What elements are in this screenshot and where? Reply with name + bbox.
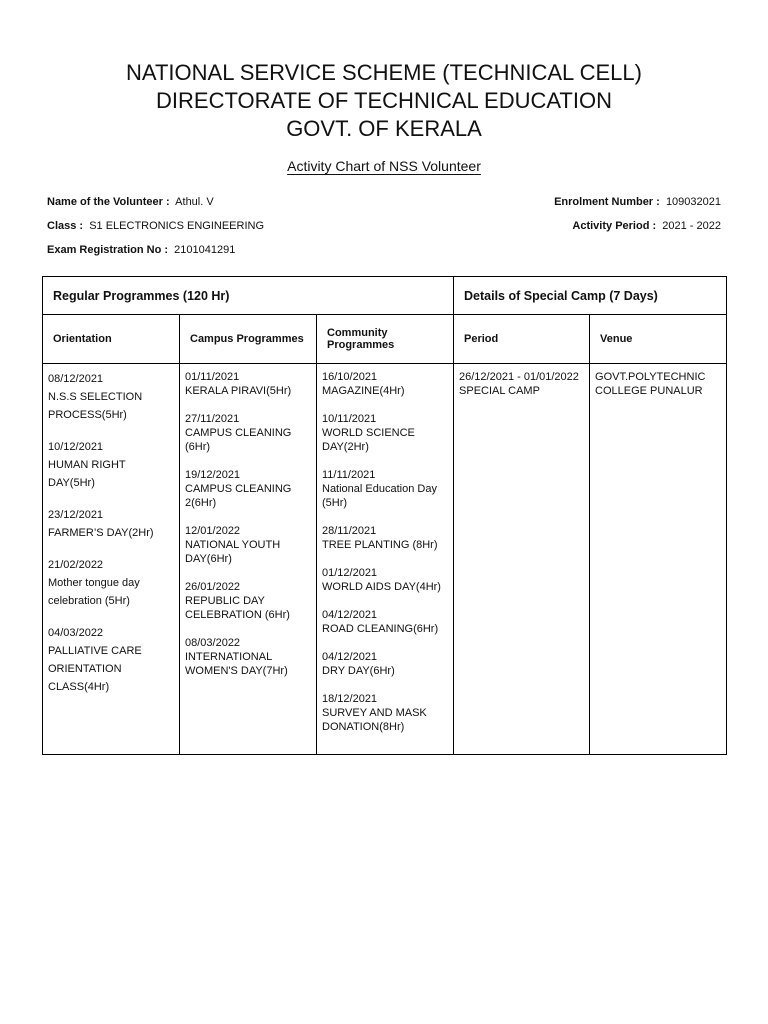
activity-entry bbox=[322, 608, 448, 636]
activity-description: HUMAN RIGHT bbox=[48, 459, 126, 471]
activity-entry bbox=[322, 370, 448, 398]
activity-date: 26/01/2022 bbox=[185, 581, 241, 593]
special-camp-header: Details of Special Camp (7 Days) bbox=[454, 277, 727, 315]
activity-date: 27/11/2021 bbox=[185, 413, 240, 425]
activity-description: DAY(5Hr) bbox=[48, 477, 95, 489]
enrolment-number bbox=[554, 196, 721, 208]
activity-description: 2(6Hr) bbox=[185, 497, 217, 509]
activity-description: WORLD SCIENCE bbox=[322, 427, 415, 439]
activity-description: KERALA PIRAVI(5Hr) bbox=[185, 385, 292, 397]
activity-date: 10/11/2021 bbox=[322, 413, 377, 425]
activity-description: DAY(2Hr) bbox=[322, 441, 369, 453]
title-line-1: NATIONAL SERVICE SCHEME (TECHNICAL CELL) bbox=[126, 60, 642, 85]
activity-description: ORIENTATION bbox=[48, 663, 122, 675]
activity-entry bbox=[322, 412, 448, 454]
title-line-2: DIRECTORATE OF TECHNICAL EDUCATION bbox=[156, 88, 612, 113]
enrolment-value: 109032021 bbox=[665, 196, 721, 208]
activity-date: 21/02/2022 bbox=[48, 559, 104, 571]
activity-entry bbox=[322, 650, 448, 678]
activity-description: WORLD AIDS DAY(4Hr) bbox=[322, 581, 441, 593]
activity-description: DONATION(8Hr) bbox=[322, 721, 405, 733]
activity-description: (6Hr) bbox=[185, 441, 211, 453]
activity-period bbox=[572, 220, 721, 232]
regular-programmes-header: Regular Programmes (120 Hr) bbox=[43, 277, 454, 315]
volunteer-name-value: Athul. V bbox=[175, 196, 214, 208]
camp-period-cell bbox=[454, 364, 590, 755]
activity-entry bbox=[48, 370, 174, 424]
activity-entry bbox=[322, 524, 448, 552]
camp-venue-cell bbox=[590, 364, 727, 755]
activity-description: NATIONAL YOUTH bbox=[185, 539, 281, 551]
activity-description: CAMPUS CLEANING bbox=[185, 427, 292, 439]
camp-venue-line-1: GOVT.POLYTECHNIC bbox=[595, 371, 706, 383]
activity-date: 04/03/2022 bbox=[48, 627, 104, 639]
activity-date: 08/03/2022 bbox=[185, 637, 241, 649]
community-column-header bbox=[317, 315, 454, 364]
activity-description: CAMPUS CLEANING bbox=[185, 483, 292, 495]
activity-date: 16/10/2021 bbox=[322, 371, 378, 383]
activity-date: 08/12/2021 bbox=[48, 373, 104, 385]
orientation-column-header: Orientation bbox=[43, 315, 180, 364]
community-header-line-2: Programmes bbox=[327, 339, 395, 351]
activity-date: 01/11/2021 bbox=[185, 371, 240, 383]
activity-entry bbox=[185, 580, 311, 622]
activity-description: ROAD CLEANING(6Hr) bbox=[322, 623, 439, 635]
activity-date: 01/12/2021 bbox=[322, 567, 378, 579]
activity-entry bbox=[322, 468, 448, 510]
exam-registration-value: 2101041291 bbox=[174, 244, 236, 256]
activity-description: (5Hr) bbox=[322, 497, 348, 509]
activity-entry bbox=[185, 468, 311, 510]
activity-entry bbox=[48, 438, 174, 492]
enrolment-label: Enrolment Number : bbox=[554, 196, 660, 208]
camp-period-type: SPECIAL CAMP bbox=[459, 385, 540, 397]
exam-registration-label: Exam Registration No : bbox=[47, 244, 169, 256]
activity-description: TREE PLANTING (8Hr) bbox=[322, 539, 438, 551]
activity-description: WOMEN'S DAY(7Hr) bbox=[185, 665, 288, 677]
volunteer-class bbox=[47, 220, 264, 232]
community-cell bbox=[317, 364, 454, 755]
activity-date: 19/12/2021 bbox=[185, 469, 241, 481]
activity-date: 28/11/2021 bbox=[322, 525, 377, 537]
activity-entry bbox=[48, 556, 174, 610]
campus-column-header: Campus Programmes bbox=[180, 315, 317, 364]
activity-entry bbox=[322, 692, 448, 734]
volunteer-name bbox=[47, 196, 214, 208]
campus-cell bbox=[180, 364, 317, 755]
activity-entry bbox=[185, 524, 311, 566]
activity-date: 10/12/2021 bbox=[48, 441, 104, 453]
orientation-cell bbox=[43, 364, 180, 755]
activity-period-label: Activity Period : bbox=[572, 220, 657, 232]
activity-description: INTERNATIONAL bbox=[185, 651, 273, 663]
activity-table bbox=[42, 276, 727, 755]
camp-period-dates: 26/12/2021 - 01/01/2022 bbox=[459, 371, 579, 383]
activity-date: 11/11/2021 bbox=[322, 469, 376, 481]
activity-description: CLASS(4Hr) bbox=[48, 681, 110, 693]
venue-column-header: Venue bbox=[590, 315, 727, 364]
volunteer-name-label: Name of the Volunteer : bbox=[47, 196, 170, 208]
activity-entry bbox=[48, 506, 174, 542]
activity-description: SURVEY AND MASK bbox=[322, 707, 427, 719]
activity-description: PROCESS(5Hr) bbox=[48, 409, 127, 421]
activity-date: 04/12/2021 bbox=[322, 651, 378, 663]
activity-date: 18/12/2021 bbox=[322, 693, 378, 705]
activity-description: PALLIATIVE CARE bbox=[48, 645, 142, 657]
activity-description: Mother tongue day bbox=[48, 577, 140, 589]
camp-venue-line-2: COLLEGE PUNALUR bbox=[595, 385, 703, 397]
activity-date: 04/12/2021 bbox=[322, 609, 378, 621]
community-header-line-1: Community bbox=[327, 327, 388, 339]
exam-registration bbox=[47, 244, 235, 256]
activity-entry bbox=[185, 636, 311, 678]
activity-description: DAY(6Hr) bbox=[185, 553, 232, 565]
period-column-header: Period bbox=[454, 315, 590, 364]
title-line-3: GOVT. OF KERALA bbox=[286, 116, 482, 141]
activity-description: MAGAZINE(4Hr) bbox=[322, 385, 405, 397]
activity-description: CELEBRATION (6Hr) bbox=[185, 609, 290, 621]
activity-date: 12/01/2022 bbox=[185, 525, 241, 537]
activity-description: DRY DAY(6Hr) bbox=[322, 665, 395, 677]
activity-period-value: 2021 - 2022 bbox=[662, 220, 721, 232]
activity-entry bbox=[185, 370, 311, 398]
activity-entry bbox=[185, 412, 311, 454]
class-label: Class : bbox=[47, 220, 84, 232]
activity-description: National Education Day bbox=[322, 483, 437, 495]
activity-entry bbox=[322, 566, 448, 594]
document-subtitle bbox=[0, 158, 768, 174]
activity-description: N.S.S SELECTION bbox=[48, 391, 143, 403]
class-value: S1 ELECTRONICS ENGINEERING bbox=[89, 220, 265, 232]
activity-entry bbox=[48, 624, 174, 696]
activity-description: FARMER’S DAY(2Hr) bbox=[48, 527, 154, 539]
subtitle-text: Activity Chart of NSS Volunteer bbox=[287, 158, 481, 174]
activity-description: celebration (5Hr) bbox=[48, 595, 130, 607]
activity-description: REPUBLIC DAY bbox=[185, 595, 265, 607]
activity-date: 23/12/2021 bbox=[48, 509, 104, 521]
